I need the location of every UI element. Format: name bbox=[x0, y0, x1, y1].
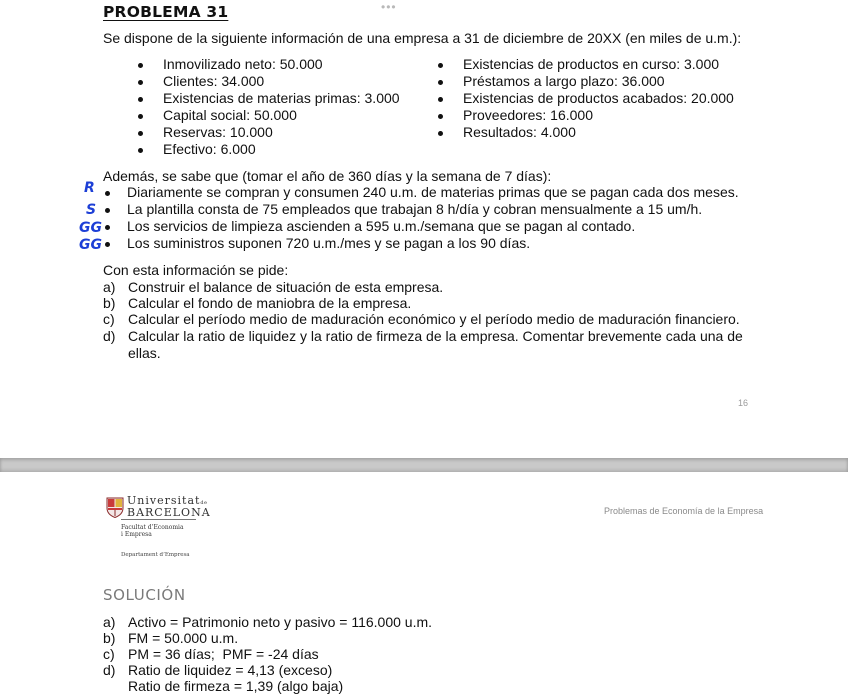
question-text: Calcular la ratio de liquidez y la ratio de firmeza de la empresa. Comentar brevemente cada una de ellas. bbox=[128, 328, 743, 361]
question-item bbox=[103, 295, 753, 312]
solution-line: b) FM = 50.000 u.m. bbox=[103, 630, 239, 646]
condition-item bbox=[127, 184, 739, 201]
document-header-title: Problemas de Economía de la Empresa bbox=[604, 506, 764, 516]
problem-title: PROBLEMA 31 bbox=[103, 3, 229, 21]
question-letter: c) bbox=[103, 311, 115, 327]
list-item: Existencias de materias primas: 3.000 bbox=[163, 90, 400, 106]
condition-text: Los servicios de limpieza ascienden a 595 u.m./semana que se pagan al contado. bbox=[127, 218, 636, 234]
conditions-intro: Además, se sabe que (tomar el año de 360 días y la semana de 7 días): bbox=[103, 168, 552, 184]
bullet bbox=[105, 191, 110, 196]
solution-line: Ratio de firmeza = 1,39 (algo baja) bbox=[128, 678, 344, 694]
list-item: Inmovilizado neto: 50.000 bbox=[163, 56, 400, 73]
department-name: Departament d’Empresa bbox=[121, 552, 190, 558]
condition-item bbox=[127, 201, 702, 218]
handwritten-annotation: GG bbox=[79, 220, 102, 236]
handwritten-annotation: R bbox=[84, 180, 95, 196]
list-item: Reservas: 10.000 bbox=[163, 124, 400, 141]
question-item bbox=[103, 328, 753, 361]
questions-intro: Con esta información se pide: bbox=[103, 262, 289, 278]
list-item: Proveedores: 16.000 bbox=[463, 107, 734, 124]
question-letter: d) bbox=[103, 328, 116, 344]
list-item: Clientes: 34.000 bbox=[163, 73, 400, 90]
page-number: 16 bbox=[738, 398, 749, 408]
list-item: Existencias de productos acabados: 20.000 bbox=[463, 90, 734, 106]
solution-title: SOLUCIÓN bbox=[103, 586, 186, 604]
handwritten-annotation: S bbox=[86, 202, 97, 218]
question-item bbox=[103, 279, 753, 296]
list-item: Efectivo: 6.000 bbox=[163, 141, 400, 158]
bullet bbox=[105, 225, 110, 230]
bullet bbox=[105, 208, 110, 213]
handwritten-annotation: GG bbox=[79, 237, 102, 253]
document-page-2 bbox=[0, 472, 848, 699]
question-letter: b) bbox=[103, 295, 116, 311]
question-text: Calcular el período medio de maduración económico y el período medio de maduración financiero. bbox=[128, 311, 740, 327]
condition-item bbox=[127, 235, 530, 252]
bullet bbox=[105, 242, 110, 247]
list-item: Existencias de productos en curso: 3.000 bbox=[463, 56, 734, 73]
solution-line: d) Ratio de liquidez = 4,13 (exceso) bbox=[103, 662, 333, 678]
question-text: Calcular el fondo de maniobra de la empresa. bbox=[128, 295, 412, 311]
solution-line: c) PM = 36 días; PMF = -24 días bbox=[103, 646, 319, 662]
condition-item bbox=[127, 218, 635, 235]
question-item bbox=[103, 311, 753, 328]
university-name: Universitatde BARCELONA bbox=[127, 494, 211, 519]
divider bbox=[121, 519, 196, 520]
more-options-icon[interactable]: ••• bbox=[381, 0, 397, 14]
question-letter: a) bbox=[103, 279, 116, 295]
list-item: Préstamos a largo plazo: 36.000 bbox=[463, 73, 734, 90]
data-list-left bbox=[163, 56, 400, 158]
problem-intro: Se dispone de la siguiente información de una empresa a 31 de diciembre de 20XX (en miles de u.m.): bbox=[103, 30, 742, 46]
condition-text: La plantilla consta de 75 empleados que trabajan 8 h/día y cobran mensualmente a 15 um/h. bbox=[127, 201, 703, 217]
condition-text: Los suministros suponen 720 u.m./mes y se pagan a los 90 días. bbox=[127, 235, 531, 251]
condition-text: Diariamente se compran y consumen 240 u.m. de materias primas que se pagan cada dos meses. bbox=[127, 184, 739, 200]
solution-line: a) Activo = Patrimonio neto y pasivo = 116.000 u.m. bbox=[103, 614, 433, 630]
question-text: Construir el balance de situación de esta empresa. bbox=[128, 279, 444, 295]
page-separator bbox=[0, 458, 848, 472]
data-list-right bbox=[463, 56, 734, 141]
list-item: Resultados: 4.000 bbox=[463, 124, 734, 141]
university-shield-icon bbox=[106, 497, 124, 518]
list-item: Capital social: 50.000 bbox=[163, 107, 400, 124]
faculty-name: Facultat d’Economia i Empresa bbox=[121, 524, 184, 538]
